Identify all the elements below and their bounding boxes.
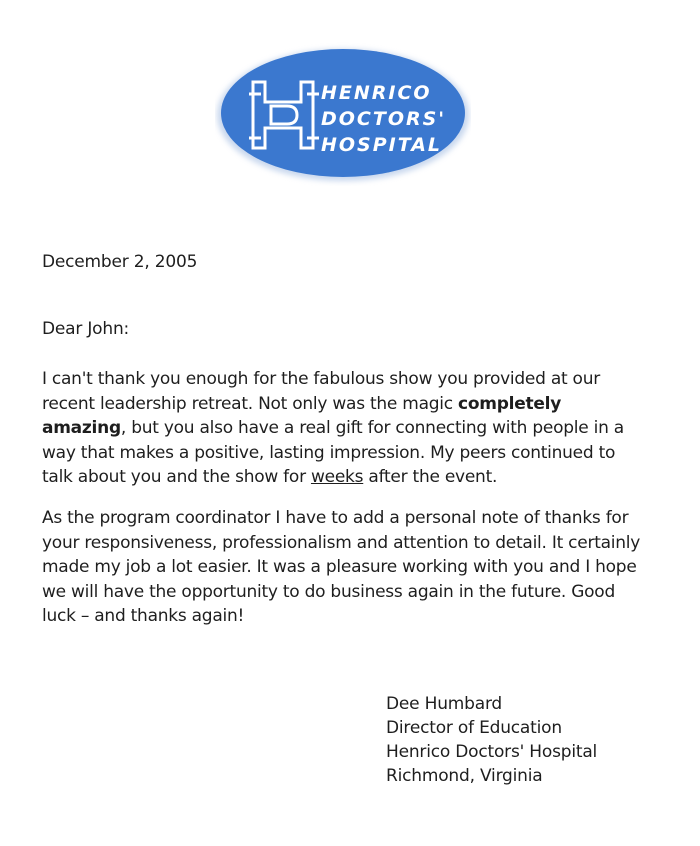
hospital-logo — [215, 40, 471, 186]
logo-line-hospital: HOSPITAL — [321, 134, 443, 156]
paragraph-1-text-start: I can't thank you enough for the fabulous show you provided at our recent leadership retreat. Not only was the magic — [42, 369, 600, 414]
logo-line-henrico: HENRICO — [321, 82, 432, 104]
signer-organization: Henrico Doctors' Hospital — [386, 742, 598, 762]
signer-title: Director of Education — [386, 718, 562, 738]
letter-date: December 2, 2005 — [42, 252, 198, 272]
signature-block — [386, 692, 597, 788]
letter-paragraph-1 — [42, 367, 642, 490]
emphasis-weeks: weeks — [310, 467, 364, 487]
letter-paragraph-2: As the program coordinator I have to add a personal note of thanks for your responsiveness, professionalism and attention to detail. It certainly made my job a lot easier. It was a pleasure working with you and I hope we will have the opportunity to do business again in the future. Good luck – and thanks again! — [42, 508, 641, 626]
logo-line-doctors: DOCTORS' — [321, 108, 447, 130]
letter-salutation: Dear John: — [42, 319, 130, 339]
paragraph-1-text-end: after the event. — [363, 467, 498, 487]
signer-location: Richmond, Virginia — [386, 766, 543, 786]
signer-name: Dee Humbard — [386, 694, 503, 714]
emphasis-completely-amazing: completely amazing — [42, 393, 562, 438]
paragraph-1-text-middle: , but you also have a real gift for connecting with people in a way that makes a positive, lasting impression. My peers continued to talk about you and the show for — [42, 418, 624, 487]
